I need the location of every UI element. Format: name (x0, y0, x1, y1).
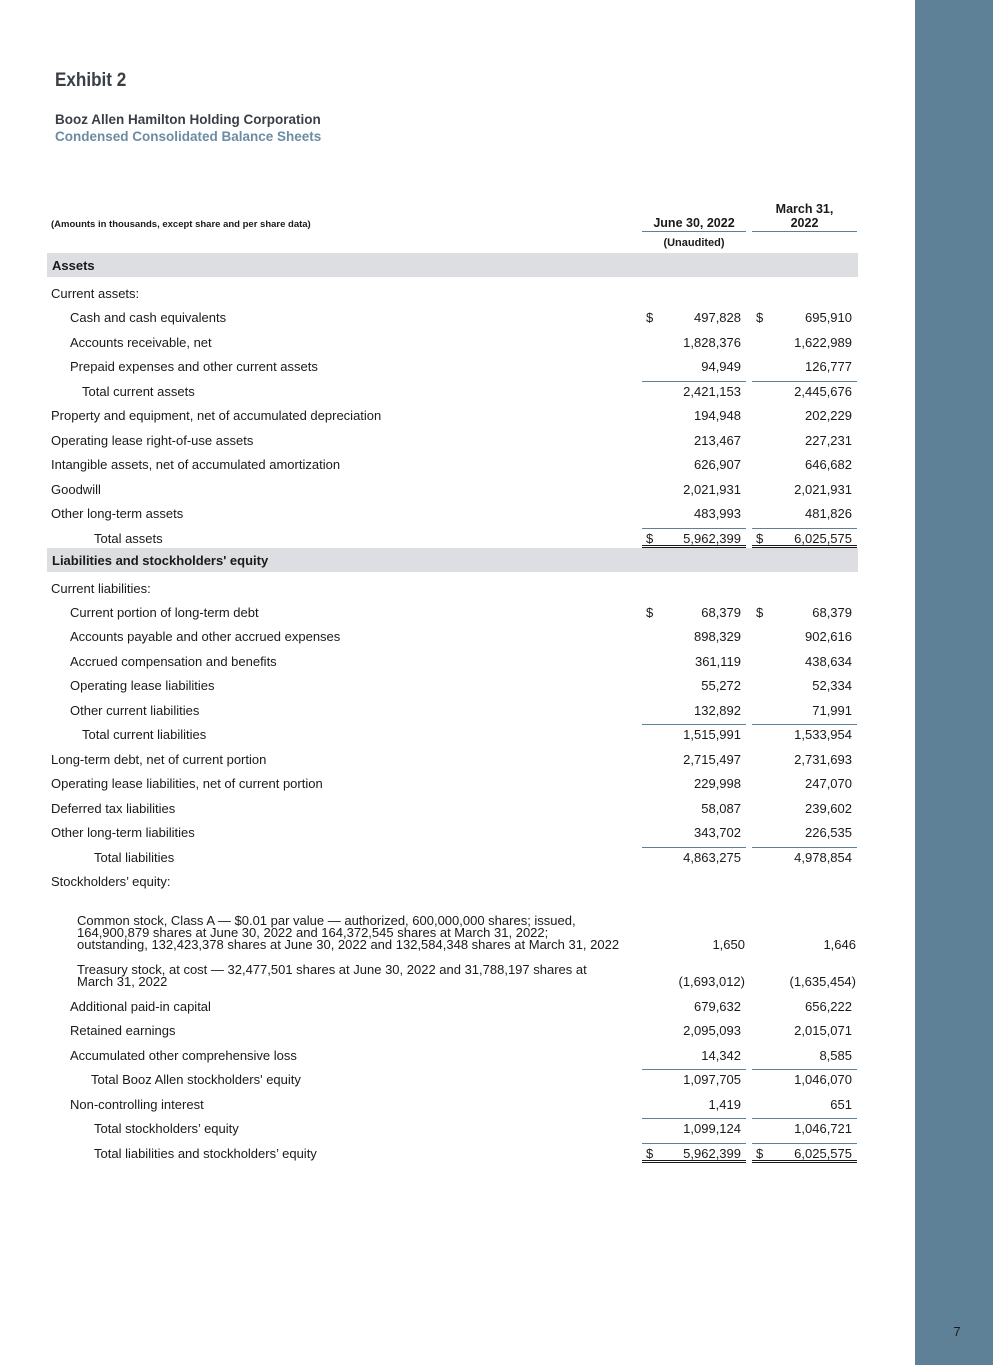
table-row (0, 1118, 915, 1138)
table-row (0, 503, 915, 523)
row-label: Intangible assets, net of accumulated amortization (51, 457, 341, 472)
table-row (0, 454, 915, 474)
march-value: 2,015,071 (794, 1023, 852, 1038)
row-label: Property and equipment, net of accumulated depreciation (51, 408, 382, 423)
june-value: 5,962,399 (683, 530, 741, 546)
currency-symbol: $ (756, 1145, 764, 1161)
cell-june-value (642, 626, 746, 646)
march-value: 202,229 (805, 408, 852, 423)
cell-march-value (752, 651, 857, 671)
table-row (0, 913, 915, 954)
company-name: Booz Allen Hamilton Holding Corporation (55, 112, 321, 127)
june-value: 2,421,153 (683, 383, 741, 399)
cell-june-value (642, 971, 746, 991)
column-header-march-line2: 2022 (790, 216, 819, 230)
cell-march-value (752, 724, 857, 744)
cell-june-value (642, 332, 746, 352)
june-value: 1,828,376 (683, 335, 741, 350)
june-value: 5,962,399 (683, 1145, 741, 1161)
march-value: (1,635,454) (789, 974, 856, 989)
row-label: Stockholders’ equity: (51, 874, 171, 889)
page-number: 7 (953, 1324, 961, 1339)
amounts-note: (Amounts in thousands, except share and per share data) (51, 219, 311, 230)
march-value: 481,826 (805, 506, 852, 521)
table-row (0, 749, 915, 769)
document-subtitle: Condensed Consolidated Balance Sheets (55, 129, 322, 144)
cell-march-value (752, 479, 857, 499)
cell-june-value (642, 724, 746, 744)
june-value: 1,650 (712, 937, 745, 952)
table-row (0, 651, 915, 671)
row-label: Accounts payable and other accrued expenses (70, 629, 341, 644)
june-value: 626,907 (694, 457, 741, 472)
currency-symbol: $ (646, 605, 654, 620)
row-label: Current assets: (51, 286, 140, 301)
cell-march-value (752, 405, 857, 425)
currency-symbol: $ (756, 310, 764, 325)
table-row (0, 307, 915, 327)
table-row (0, 724, 915, 744)
row-label: Operating lease liabilities (70, 678, 215, 693)
row-label: Other current liabilities (70, 703, 200, 718)
cell-june-value (642, 822, 746, 842)
march-value: 1,046,721 (794, 1120, 852, 1136)
cell-june-value (642, 1069, 746, 1089)
cell-march-value (752, 1143, 857, 1163)
june-value: 94,949 (701, 359, 741, 374)
table-row (0, 798, 915, 818)
march-value: 1,046,070 (794, 1071, 852, 1087)
section-label-liabilities: Liabilities and stockholders' equity (52, 553, 269, 568)
cell-march-value (752, 822, 857, 842)
cell-march-value (752, 307, 857, 327)
cell-march-value (752, 454, 857, 474)
row-label: Current portion of long-term debt (70, 605, 259, 620)
cell-june-value (642, 749, 746, 769)
table-row (0, 283, 915, 303)
june-value: 58,087 (701, 801, 741, 816)
june-value: 132,892 (694, 703, 741, 718)
june-value: 14,342 (701, 1048, 741, 1063)
row-label: Treasury stock, at cost — 32,477,501 shares at June 30, 2022 and 31,788,197 shares at March 31, 2022 (77, 962, 587, 989)
row-label: Goodwill (51, 482, 101, 497)
june-value: 4,863,275 (683, 849, 741, 865)
table-row (0, 381, 915, 401)
row-label: Total liabilities and stockholders’ equity (94, 1146, 317, 1161)
march-value: 52,334 (812, 678, 852, 693)
row-label: Total current assets (82, 384, 195, 399)
row-label: Total assets (94, 531, 163, 546)
table-row (0, 996, 915, 1016)
row-label: Common stock, Class A — $0.01 par value — authorized, 600,000,000 shares; issued, 164,900,879 shares at June 30, 2022 and 164,372,545 shares at March 31, 2022; outstanding, 132,423,378 shares at June 30, 2022 and 132,584,348 shares at March 31, 2022 (77, 913, 620, 952)
march-value: 1,533,954 (794, 726, 852, 742)
june-value: 2,021,931 (683, 482, 741, 497)
row-label: Operating lease liabilities, net of current portion (51, 776, 323, 791)
cell-march-value (752, 578, 857, 598)
cell-march-value (752, 700, 857, 720)
march-value: 227,231 (805, 433, 852, 448)
march-value: 68,379 (812, 605, 852, 620)
march-value: 2,445,676 (794, 383, 852, 399)
table-row (0, 356, 915, 376)
cell-march-value (752, 503, 857, 523)
cell-june-value (642, 1143, 746, 1163)
june-value: 2,095,093 (683, 1023, 741, 1038)
row-label: Additional paid-in capital (70, 999, 211, 1014)
cell-march-value (752, 934, 857, 954)
table-row (0, 871, 915, 891)
row-label: Long-term debt, net of current portion (51, 752, 267, 767)
june-value: 55,272 (701, 678, 741, 693)
june-value: 679,632 (694, 999, 741, 1014)
june-value: 898,329 (694, 629, 741, 644)
cell-march-value (752, 356, 857, 376)
cell-march-value (752, 626, 857, 646)
cell-march-value (752, 996, 857, 1016)
section-header-liabilities (47, 548, 858, 572)
cell-june-value (642, 479, 746, 499)
cell-march-value (752, 430, 857, 450)
cell-march-value (752, 847, 857, 867)
june-value: 1,515,991 (683, 726, 741, 742)
cell-june-value (642, 503, 746, 523)
cell-june-value (642, 430, 746, 450)
currency-symbol: $ (646, 530, 654, 546)
cell-march-value (752, 971, 857, 991)
cell-march-value (752, 381, 857, 401)
currency-symbol: $ (646, 1145, 654, 1161)
table-row (0, 332, 915, 352)
table-row (0, 430, 915, 450)
march-value: 656,222 (805, 999, 852, 1014)
cell-march-value (752, 1094, 857, 1114)
sidebar-band (915, 0, 993, 1365)
table-row (0, 1094, 915, 1114)
june-value: 1,097,705 (683, 1071, 741, 1087)
table-row (0, 1069, 915, 1089)
march-value: 6,025,575 (794, 530, 852, 546)
cell-march-value (752, 1020, 857, 1040)
row-label: Total current liabilities (82, 727, 207, 742)
column-header-march-line1: March 31, (775, 202, 834, 216)
cell-june-value (642, 381, 746, 401)
march-value: 1,622,989 (794, 335, 852, 350)
column-header-june: June 30, 2022 (642, 216, 746, 232)
june-value: 361,119 (694, 654, 741, 669)
cell-june-value (642, 773, 746, 793)
march-value: 4,978,854 (794, 849, 852, 865)
june-value: 229,998 (694, 776, 741, 791)
march-value: 226,535 (805, 825, 852, 840)
cell-june-value (642, 602, 746, 622)
cell-june-value (642, 1020, 746, 1040)
march-value: 126,777 (805, 359, 852, 374)
march-value: 902,616 (805, 629, 852, 644)
cell-march-value (752, 798, 857, 818)
table-row (0, 405, 915, 425)
table-row (0, 1143, 915, 1163)
cell-june-value (642, 578, 746, 598)
cell-march-value (752, 602, 857, 622)
column-header-march (752, 202, 857, 232)
row-label: Total stockholders’ equity (94, 1121, 239, 1136)
cell-june-value (642, 700, 746, 720)
march-value: 2,731,693 (794, 752, 852, 767)
cell-june-value (642, 934, 746, 954)
march-value: 2,021,931 (794, 482, 852, 497)
cell-march-value (752, 871, 857, 891)
march-value: 247,070 (805, 776, 852, 791)
cell-june-value (642, 847, 746, 867)
table-row (0, 626, 915, 646)
row-label: Other long-term assets (51, 506, 184, 521)
row-label: Retained earnings (70, 1023, 176, 1038)
row-label: Non-controlling interest (70, 1097, 204, 1112)
cell-june-value (642, 651, 746, 671)
march-value: 646,682 (805, 457, 852, 472)
cell-june-value (642, 1118, 746, 1138)
table-row (0, 602, 915, 622)
row-label: Cash and cash equivalents (70, 310, 227, 325)
row-label: Operating lease right-of-use assets (51, 433, 254, 448)
currency-symbol: $ (646, 310, 654, 325)
cell-june-value (642, 798, 746, 818)
table-row (0, 578, 915, 598)
currency-symbol: $ (756, 605, 764, 620)
cell-march-value (752, 332, 857, 352)
table-row (0, 700, 915, 720)
cell-june-value (642, 405, 746, 425)
section-label-assets: Assets (52, 258, 95, 273)
march-value: 71,991 (812, 703, 852, 718)
table-row (0, 528, 915, 548)
cell-june-value (642, 996, 746, 1016)
cell-june-value (642, 283, 746, 303)
exhibit-title: Exhibit 2 (55, 70, 127, 91)
row-label: Deferred tax liabilities (51, 801, 176, 816)
currency-symbol: $ (756, 530, 764, 546)
march-value: 651 (830, 1097, 852, 1112)
row-label: Prepaid expenses and other current assets (70, 359, 318, 374)
table-row (0, 1020, 915, 1040)
row-label: Total Booz Allen stockholders' equity (91, 1072, 301, 1087)
row-label: Other long-term liabilities (51, 825, 195, 840)
june-value: 213,467 (694, 433, 741, 448)
cell-june-value (642, 1045, 746, 1065)
row-label: Total liabilities (94, 850, 175, 865)
cell-march-value (752, 1118, 857, 1138)
cell-june-value (642, 871, 746, 891)
june-value: (1,693,012) (678, 974, 745, 989)
row-label: Current liabilities: (51, 581, 151, 596)
march-value: 6,025,575 (794, 1145, 852, 1161)
june-value: 497,828 (694, 310, 741, 325)
cell-march-value (752, 773, 857, 793)
table-row (0, 773, 915, 793)
table-row (0, 1045, 915, 1065)
march-value: 438,634 (805, 654, 852, 669)
table-row (0, 962, 915, 991)
cell-june-value (642, 1094, 746, 1114)
table-row (0, 847, 915, 867)
cell-march-value (752, 528, 857, 548)
june-value: 2,715,497 (683, 752, 741, 767)
cell-march-value (752, 749, 857, 769)
march-value: 1,646 (823, 937, 856, 952)
row-label: Accumulated other comprehensive loss (70, 1048, 297, 1063)
cell-june-value (642, 675, 746, 695)
cell-march-value (752, 675, 857, 695)
section-header-assets (47, 253, 858, 277)
june-value: 194,948 (694, 408, 741, 423)
cell-june-value (642, 307, 746, 327)
table-row (0, 675, 915, 695)
june-value: 1,099,124 (683, 1120, 741, 1136)
table-row (0, 479, 915, 499)
row-label: Accrued compensation and benefits (70, 654, 277, 669)
march-value: 695,910 (805, 310, 852, 325)
cell-march-value (752, 283, 857, 303)
march-value: 239,602 (805, 801, 852, 816)
cell-june-value (642, 528, 746, 548)
june-value: 483,993 (694, 506, 741, 521)
cell-march-value (752, 1045, 857, 1065)
unaudited-label: (Unaudited) (663, 237, 725, 249)
march-value: 8,585 (819, 1048, 852, 1063)
june-value: 1,419 (708, 1097, 741, 1112)
cell-june-value (642, 454, 746, 474)
row-label: Accounts receivable, net (70, 335, 212, 350)
june-value: 68,379 (701, 605, 741, 620)
cell-june-value (642, 356, 746, 376)
table-row (0, 822, 915, 842)
cell-march-value (752, 1069, 857, 1089)
june-value: 343,702 (694, 825, 741, 840)
